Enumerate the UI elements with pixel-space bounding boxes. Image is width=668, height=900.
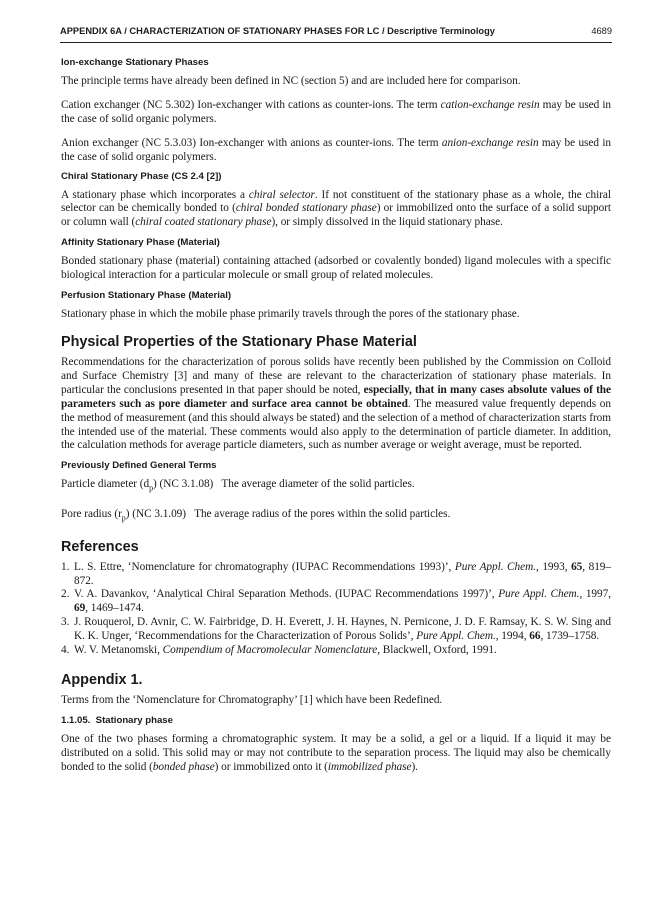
chiral-text-1: A stationary phase which incorporates a [61, 188, 249, 201]
reference-text [74, 616, 611, 644]
reference-list [61, 561, 611, 658]
reference-number: 2. [61, 588, 70, 601]
particle-diameter-ref: (NC 3.1.08) [156, 478, 214, 491]
anion-exchanger-def: Ion-exchanger with anions as counter-ions. The term [195, 136, 442, 149]
chiral-text-3: ) or immobilized onto the surface of a solid support or column wall ( [61, 202, 612, 229]
reference-journal: Pure Appl. Chem. [416, 630, 496, 643]
physical-text-2: . The measured value frequently depends on the method of measurement (and this should always be stated) and the selection of a method of characterization starts from the intended use of the material. These comments would also apply to the determination of particle diameter. In addition, the calculation methods for average particle diameters, such as number average or weight average, must be reported. [61, 397, 611, 452]
header-rule [60, 42, 612, 43]
reference-item [61, 561, 611, 589]
particle-diameter-term-end: ) [153, 478, 157, 491]
bonded-phase-term: bonded phase [152, 760, 215, 773]
physical-text-1: Recommendations for the characterization of porous solids have recently been published by the Commission on Colloid and Surface Chemistry [3] and many of these are relevant to the characterization of stationary phase materials. In particular the conclusions presented in that paper should be noted, [61, 355, 611, 396]
cation-exchanger-ref: (NC 5.302) [139, 98, 195, 111]
anion-exchanger-entry [61, 137, 611, 165]
anion-exchange-resin-term: anion-exchange resin [441, 136, 539, 149]
chiral-text-4: ), or simply dissolved in the liquid stationary phase. [271, 216, 503, 229]
stationary-phase-text-2: ) or immobilized onto it ( [214, 760, 328, 773]
reference-item [61, 588, 611, 616]
section-heading-chiral: Chiral Stationary Phase (CS 2.4 [2]) [61, 170, 222, 182]
reference-year: , 1997, [579, 588, 612, 601]
pore-radius-subscript: p [121, 513, 126, 523]
chiral-definition [61, 189, 611, 231]
reference-publisher: , Blackwell, Oxford, 1991. [377, 644, 497, 657]
reference-authors-title: J. Rouquerol, D. Avnir, C. W. Fairbridge, D. H. Everett, J. H. Haynes, N. Pernicone, J. D. F. Ramsay, K. S. W. Sing and K. K. Unger, ‘Recommendations for the Characterization of Porous Solids’, [74, 616, 611, 643]
reference-pages: , 1469–1474. [85, 602, 144, 615]
section-heading-perfusion: Perfusion Stationary Phase (Material) [61, 290, 232, 302]
cation-exchanger-def-end: may be used in the case of solid organic polymers. [61, 98, 612, 125]
particle-diameter-subscript: p [149, 483, 154, 493]
chiral-selector-term: chiral selector [248, 188, 315, 201]
reference-text [74, 588, 611, 616]
cation-exchange-resin-term: cation-exchange resin [440, 98, 540, 111]
appendix-intro: Terms from the ‘Nomenclature for Chromatography’ [1] which have been Redefined. [61, 693, 443, 706]
reference-book-title: Compendium of Macromolecular Nomenclature [162, 644, 378, 657]
reference-authors-title: L. S. Ettre, ‘Nomenclature for chromatography (IUPAC Recommendations 1993)’, [74, 560, 455, 573]
reference-volume: 69 [74, 602, 86, 615]
section-heading-physical-properties: Physical Properties of the Stationary Phase Material [61, 333, 417, 350]
ion-exchange-intro: The principle terms have already been defined in NC (section 5) and are included here for comparison. [61, 75, 521, 87]
reference-year: , 1993, [535, 560, 572, 573]
running-head-title: APPENDIX 6A / CHARACTERIZATION OF STATIONARY PHASES FOR LC / Descriptive Terminology [60, 26, 495, 36]
section-heading-appendix: Appendix 1. [61, 671, 143, 688]
section-heading-previously-defined: Previously Defined General Terms [61, 460, 217, 472]
reference-number: 3. [61, 616, 70, 629]
particle-diameter-term: Particle diameter (d [61, 478, 150, 491]
running-head [60, 26, 612, 36]
reference-number: 1. [61, 560, 70, 573]
anion-exchanger-ref: (NC 5.3.03) [138, 136, 196, 149]
perfusion-definition: Stationary phase in which the mobile phase primarily travels through the pores of the stationary phase. [61, 308, 520, 321]
particle-diameter-entry [61, 478, 611, 495]
reference-item [61, 616, 611, 644]
reference-journal: Pure Appl. Chem. [498, 588, 580, 601]
section-heading-affinity: Affinity Stationary Phase (Material) [61, 237, 220, 249]
reference-volume: 66 [529, 630, 541, 643]
stationary-phase-text-3: ). [411, 760, 418, 773]
reference-text [74, 561, 611, 589]
reference-pages: , 1739–1758. [540, 630, 600, 643]
immobilized-phase-term: immobilized phase [327, 760, 412, 773]
reference-text [74, 644, 611, 658]
cation-exchanger-entry [61, 99, 611, 127]
anion-exchanger-def-end: may be used in the case of solid organic polymers. [61, 136, 612, 163]
reference-authors-title: W. V. Metanomski, [74, 644, 163, 657]
reference-item [61, 644, 611, 658]
section-heading-ion-exchange: Ion-exchange Stationary Phases [61, 57, 209, 68]
pore-radius-ref: (NC 3.1.09) [129, 508, 186, 521]
cation-exchanger-def: Ion-exchanger with cations as counter-ions. The term [194, 98, 441, 111]
reference-authors-title: V. A. Davankov, ‘Analytical Chiral Separation Methods. (IUPAC Recommendations 1997)’, [74, 588, 499, 601]
chiral-coated-term: chiral coated stationary phase [135, 216, 272, 229]
physical-emphasis: especially, that in many cases absolute values of the parameters such as pore diameter and surface area cannot be obtained [61, 383, 612, 410]
pore-radius-term-end: ) [125, 508, 130, 521]
particle-diameter-def: The average diameter of the solid particles. [213, 478, 415, 491]
chiral-bonded-term: chiral bonded stationary phase [235, 202, 377, 215]
anion-exchanger-term: Anion exchanger [61, 136, 139, 149]
reference-pages: , 819–872. [74, 560, 611, 587]
reference-year: , 1994, [495, 630, 530, 643]
cation-exchanger-term: Cation exchanger [61, 98, 140, 111]
stationary-phase-text-1: One of the two phases forming a chromatographic system. It may be a solid, a gel or a liquid. If a liquid it may be distributed on a solid. This solid may or may not contribute to the separation process. The liquid may also be chemically bonded to the solid ( [61, 732, 611, 773]
page-body [61, 56, 611, 775]
reference-journal: Pure Appl. Chem. [454, 560, 536, 573]
chiral-text-2: . If not constituent of the stationary phase as a whole, the chiral selector can be chemically bonded to ( [61, 188, 611, 215]
stationary-phase-definition [61, 733, 611, 775]
reference-volume: 65 [571, 560, 583, 573]
pore-radius-def: The average radius of the pores within the solid particles. [185, 508, 451, 521]
reference-number: 4. [61, 644, 70, 657]
appendix-subheading-stationary-phase: 1.1.05. Stationary phase [61, 714, 173, 726]
pore-radius-term: Pore radius (r [61, 508, 122, 521]
section-heading-references: References [61, 538, 139, 555]
page-number: 4689 [591, 26, 612, 36]
affinity-definition: Bonded stationary phase (material) containing attached (adsorbed or covalently bonded) ligand molecules with a specific biological interaction for a particular molecule or small group of related molecules. [61, 255, 611, 282]
physical-properties-paragraph [61, 356, 611, 453]
pore-radius-entry [61, 508, 611, 525]
